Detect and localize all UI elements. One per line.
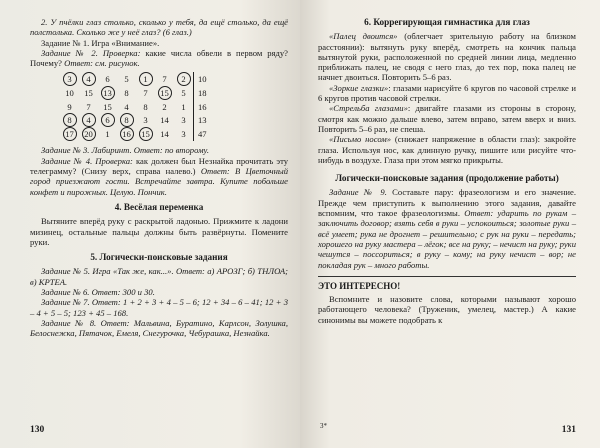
task-8: Задание № 8. Ответ: Мальвина, Буратино, Карлсон, Золушка, Белоснежка, Пятачок, Емеля, Снегурочка, Чебурашка, Незнайка.: [30, 317, 288, 339]
grid-cell: 3: [181, 129, 186, 140]
task-4-label: Задание № 4. Проверка:: [41, 155, 133, 166]
riddle-bee: 2. У пчёлки глаз столько, сколько у тебя, да ещё столько, да ещё полстолька. Сколько же у неё глаз? (6 глаз.): [30, 17, 288, 38]
task-2: [30, 48, 288, 69]
exercise-sharp-eyes: [318, 83, 576, 104]
grid-cell: 14: [160, 115, 169, 126]
right-page: [300, 0, 600, 448]
exercise-sharp-eyes-text: : глазами нарисуйте 6 кругов по часовой стрелке и 6 кругов против часовой стрелки.: [318, 82, 577, 104]
circled-number: 20: [82, 127, 96, 141]
grid-cell: [117, 113, 136, 127]
signature-mark: 3*: [320, 422, 327, 430]
task-2-answer: Ответ: см. рисунок.: [64, 58, 140, 69]
grid-cell: 15: [84, 88, 93, 99]
grid-cell: [79, 113, 98, 127]
grid-row: [60, 86, 220, 100]
grid-row: [60, 72, 220, 86]
section-divider: [318, 276, 576, 277]
circled-number: 15: [158, 86, 172, 100]
circled-number: 3: [63, 72, 77, 86]
task-2-question: какие числа обвели в первом ряду? Почему?: [30, 47, 288, 69]
task-5: Задание № 5. Игра «Так же, как...». Ответ: а) АРОЗГ; б) ТНЛОА; в) КРТЕА.: [30, 266, 288, 287]
grid-cell: 8: [143, 101, 148, 112]
task-4-answer: Ответ: В Цветочный город приезжают гости. Встречайте завтра. Купите побольше конфет и пирожных. Целую. Пончик.: [30, 166, 288, 197]
grid-cell: [174, 72, 194, 86]
circled-number: 17: [63, 127, 77, 141]
grid-cell: 1: [181, 101, 186, 112]
grid-cell: 9: [67, 101, 72, 112]
circled-number: 2: [177, 72, 191, 86]
grid-cell: 7: [162, 74, 167, 85]
number-grid: [60, 72, 220, 141]
task-9-question: Составьте пару: фразеологизм и его значение. Прежде чем приступить к выполнению этого задания, давайте вспомним, что такое фразеологизмы.: [318, 187, 576, 219]
exercise-finger-text: (облегчает зрительную работу на близком расстоянии): вытянуть руку вперёд, смотреть на кончик пальца вытянутой руки, расположенной по средней линии лица, медленно приближать палец, не сводя с него глаз, до тех пор, пока палец не начнет двоиться. Повторить 5–6 раз.: [318, 31, 576, 83]
task-3: Задание № 3. Лабиринт. Ответ: по второму.: [41, 145, 209, 156]
circled-number: 6: [101, 113, 115, 127]
circled-number: 8: [63, 113, 77, 127]
grid-cell: [155, 86, 174, 100]
grid-cell: [60, 72, 79, 86]
grid-cell: 3: [143, 115, 148, 126]
circled-number: 1: [139, 72, 153, 86]
grid-row-total: 47: [194, 127, 221, 141]
circled-number: 8: [120, 113, 134, 127]
grid-row: [60, 100, 220, 113]
grid-cell: 4: [124, 101, 129, 112]
grid-row-total: 18: [194, 86, 221, 100]
left-column: [30, 17, 288, 339]
circled-number: 16: [120, 127, 134, 141]
heading-logic-tasks: 5. Логически-поисковые задания: [90, 252, 228, 263]
grid-row-total: 16: [194, 100, 221, 113]
merry-break-text: Вытяните вперёд руку с раскрытой ладонью. Прижмите к ладони мизинец, остальные пальцы должны быть развёрнуты. Помените руки.: [30, 216, 288, 247]
circled-number: 4: [82, 72, 96, 86]
task-4: [30, 156, 288, 197]
exercise-shooting-text: : двигайте глазами из стороны в сторону, смотря как можно дальше влево, затем вправо, затем вверх и вниз. Повторить 5–6 раз, не спеша.: [318, 103, 576, 134]
task-2-label: Задание № 2. Проверка:: [41, 47, 141, 58]
grid-cell: [136, 72, 155, 86]
grid-cell: [60, 113, 79, 127]
task-9-label: Задание № 9.: [329, 187, 387, 198]
grid-cell: 5: [181, 88, 186, 99]
grid-cell: [117, 127, 136, 141]
task-6: Задание № 6. Ответ: 300 и 30.: [41, 287, 155, 298]
interesting-question: Вспомните и назовите слова, которыми называют хорошо работающего человека? (Труженик, умелец, мастер.) А какие синонимы вы можете подобрать к: [318, 294, 576, 325]
grid-cell: 15: [103, 101, 112, 112]
grid-cell: 7: [86, 101, 91, 112]
circled-number: 15: [139, 127, 153, 141]
task-1: Задание № 1. Игра «Внимание».: [41, 37, 160, 48]
grid-cell: 2: [162, 101, 167, 112]
page-number-left: 130: [30, 425, 45, 435]
grid-cell: [98, 113, 117, 127]
grid-cell: 5: [124, 74, 129, 85]
grid-cell: 3: [181, 115, 186, 126]
heading-merry-break: 4. Весёлая переменка: [114, 201, 204, 212]
grid-cell: 10: [65, 88, 74, 99]
circled-number: 13: [101, 86, 115, 100]
task-7: Задание № 7. Ответ: 1 + 2 + 3 + 4 – 5 – 6; 12 + 34 – 6 – 41; 12 + 3 – 4 + 5 – 5; 123 + 45 – 168.: [30, 297, 288, 318]
exercise-nose-text: (снижает напряжение в области глаз): закройте глаза. Используя нос, как длинную ручку, пишите или рисуйте что-нибудь в воздухе. Глаза при этом мягко прикрыты.: [318, 134, 576, 165]
exercise-nose-writing: [318, 134, 576, 165]
circled-number: 4: [82, 113, 96, 127]
grid-cell: [79, 72, 98, 86]
right-column: [318, 17, 576, 325]
grid-cell: [79, 127, 98, 141]
exercise-sharp-eyes-title: «Зоркие глазки»: [329, 82, 389, 93]
grid-cell: [136, 127, 155, 141]
grid-cell: [98, 86, 117, 100]
exercise-nose-title: «Письмо носом»: [329, 134, 392, 145]
heading-logic-continued: Логически-поисковые задания (продолжение работы): [335, 173, 559, 184]
grid-row-total: 10: [194, 72, 221, 86]
grid-cell: 7: [143, 88, 148, 99]
task-4-question: как должен был Незнайка прочитать эту телеграмму? (Снизу верх, справа налево.): [30, 155, 289, 177]
exercise-shooting-title: «Стрельба глазами»: [329, 103, 408, 114]
heading-interesting: ЭТО ИНТЕРЕСНО!: [318, 280, 401, 291]
exercise-finger: [318, 31, 576, 82]
exercise-finger-title: «Палец двоится»: [329, 31, 398, 42]
page-number-right: 131: [561, 425, 576, 435]
grid-cell: 8: [124, 88, 129, 99]
grid-row: [60, 113, 220, 127]
grid-cell: 14: [160, 129, 169, 140]
task-9: [318, 187, 576, 269]
grid-cell: 1: [105, 129, 110, 140]
grid-cell: 6: [105, 74, 110, 85]
grid-cell: [60, 127, 79, 141]
exercise-shooting: [318, 103, 576, 134]
grid-row: [60, 127, 220, 141]
heading-eye-gymnastics: 6. Коррегирующая гимнастика для глаз: [364, 17, 530, 27]
task-9-answer: Ответ: ударить по рукам – заключить договор; взять себя в руки – успокоиться; золотые руки – всё умеет; рука не дрогнет – решительно; с рук на руки – передать; хорошего на руку мастера – лёгок; все на руку; – нечист на руку; руки чешутся – поссориться; в руку – кому; на руку нечист – вор; не покладая рук – много работы.: [318, 208, 576, 270]
grid-row-total: 13: [194, 113, 221, 127]
